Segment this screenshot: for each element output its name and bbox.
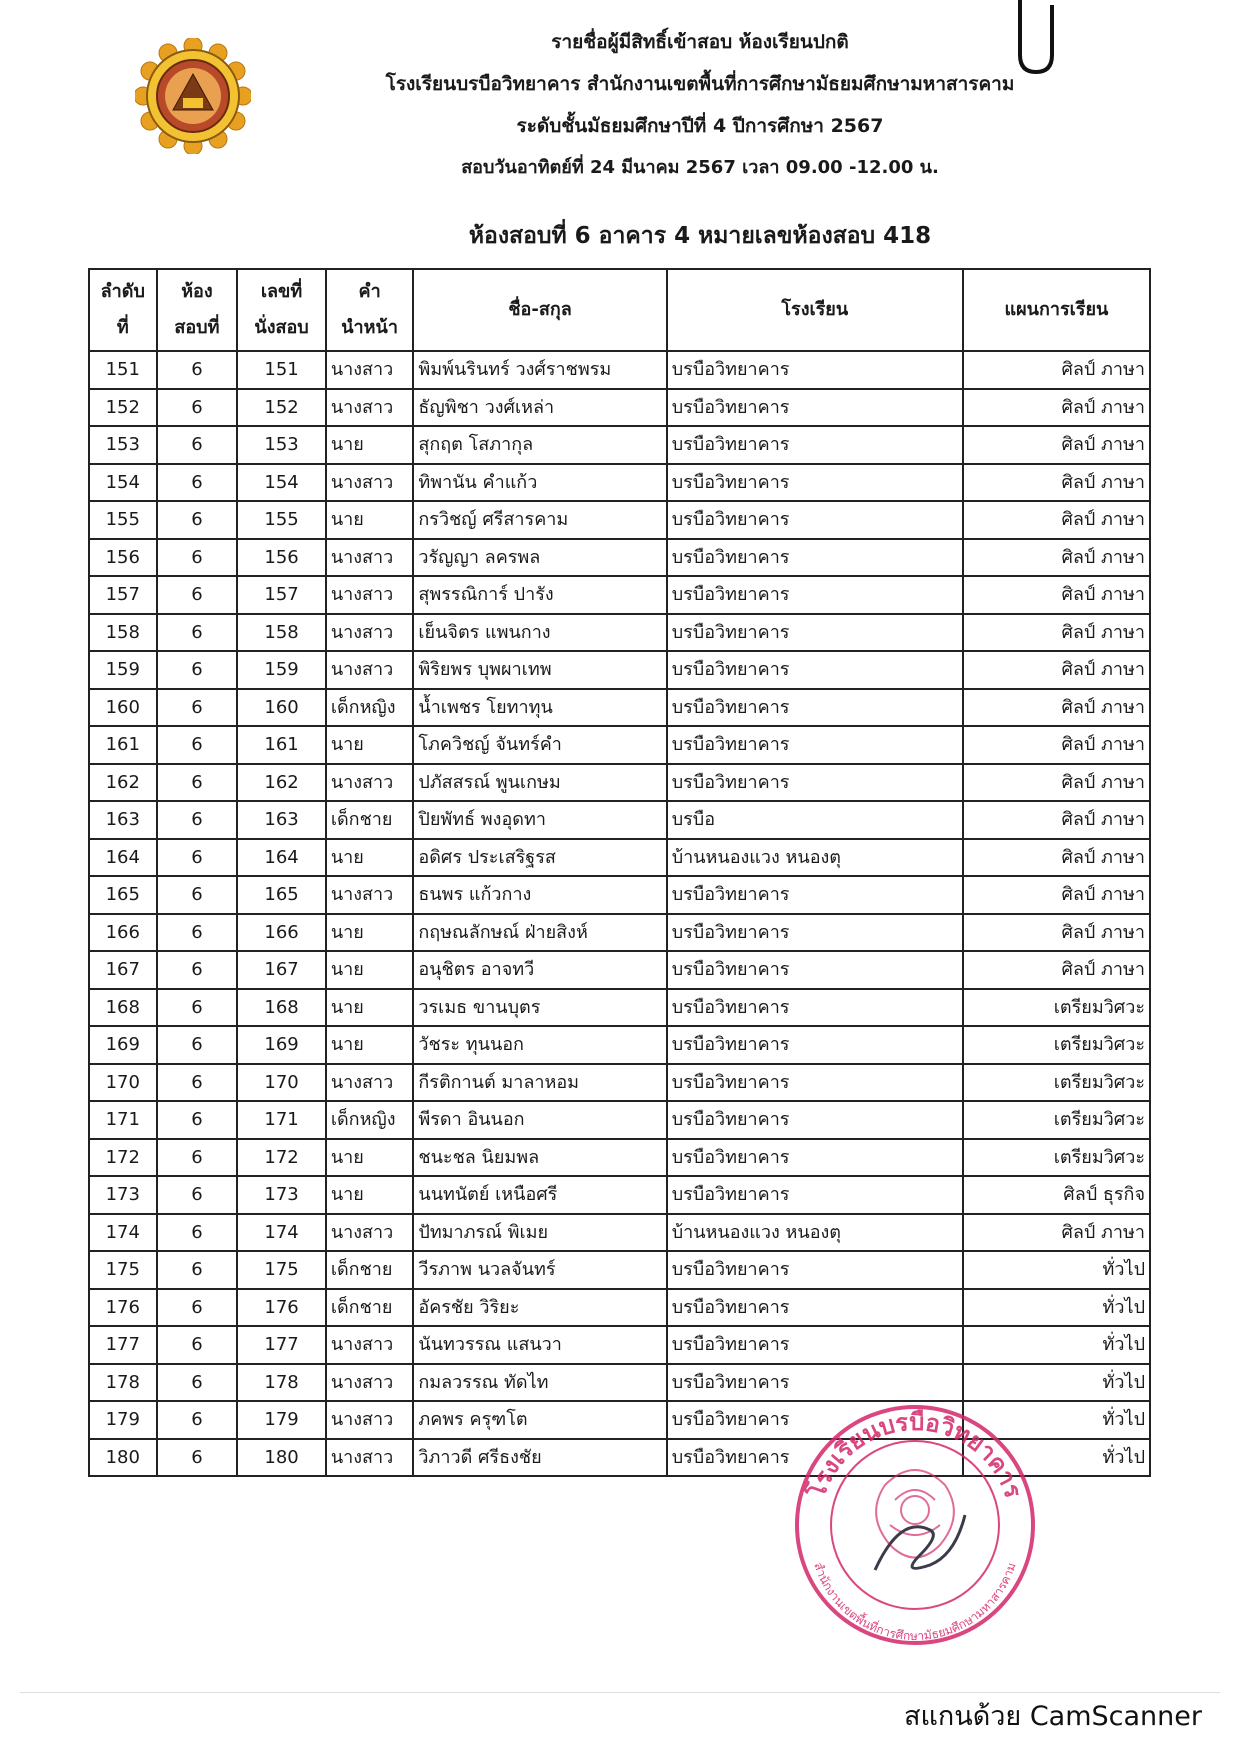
header-prefix-line2: นำหน้า bbox=[341, 317, 398, 338]
study-program-cell: ศิลป์ ภาษา bbox=[963, 801, 1150, 839]
name-prefix-cell: นางสาว bbox=[326, 351, 414, 389]
camscanner-watermark: สแกนด้วย CamScanner bbox=[904, 1701, 1202, 1732]
row-number-cell: 170 bbox=[89, 1064, 157, 1102]
room-number-cell: 6 bbox=[157, 876, 238, 914]
name-prefix-cell: นางสาว bbox=[326, 1364, 414, 1402]
header-no-line2: ที่ bbox=[116, 317, 129, 338]
row-number-cell: 157 bbox=[89, 576, 157, 614]
room-number-cell: 6 bbox=[157, 951, 238, 989]
table-row bbox=[89, 614, 1150, 652]
student-name-cell: วัชระ ทุนนอก bbox=[413, 1026, 666, 1064]
seat-number-cell: 172 bbox=[237, 1139, 326, 1177]
name-prefix-cell: นาย bbox=[326, 1139, 414, 1177]
name-prefix-cell: นาย bbox=[326, 726, 414, 764]
name-prefix-cell: นางสาว bbox=[326, 464, 414, 502]
student-name-cell: ภคพร ครุฑโต bbox=[413, 1401, 666, 1439]
name-prefix-cell: นางสาว bbox=[326, 876, 414, 914]
student-name-cell: วรเมธ ขานบุตร bbox=[413, 989, 666, 1027]
study-program-cell: ศิลป์ ภาษา bbox=[963, 426, 1150, 464]
school-name-cell: บ้านหนองแวง หนองตุ bbox=[667, 839, 963, 877]
name-prefix-cell: เด็กหญิง bbox=[326, 689, 414, 727]
table-row bbox=[89, 951, 1150, 989]
title-line-3: ระดับชั้นมัธยมศึกษาปีที่ 4 ปีการศึกษา 2567 bbox=[516, 115, 884, 137]
seat-number-cell: 164 bbox=[237, 839, 326, 877]
room-number-cell: 6 bbox=[157, 1251, 238, 1289]
student-name-cell: ปภัสสรณ์ พูนเกษม bbox=[413, 764, 666, 802]
document-header bbox=[300, 30, 1100, 198]
school-name-cell: บรบือวิทยาคาร bbox=[667, 1064, 963, 1102]
header-prefix bbox=[326, 269, 414, 351]
row-number-cell: 151 bbox=[89, 351, 157, 389]
school-name-cell: บรบือวิทยาคาร bbox=[667, 1101, 963, 1139]
footer-divider bbox=[20, 1692, 1220, 1693]
table-row bbox=[89, 351, 1150, 389]
seat-number-cell: 174 bbox=[237, 1214, 326, 1252]
student-name-cell: สุพรรณิการ์ ปารัง bbox=[413, 576, 666, 614]
student-name-cell: พิมพ์นรินทร์ วงศ์ราชพรม bbox=[413, 351, 666, 389]
study-program-cell: เตรียมวิศวะ bbox=[963, 1026, 1150, 1064]
student-name-cell: เย็นจิตร แพนกาง bbox=[413, 614, 666, 652]
svg-text:โรงเรียนบรบือวิทยาคาร bbox=[801, 1408, 1027, 1502]
room-number-cell: 6 bbox=[157, 1139, 238, 1177]
study-program-cell: ศิลป์ ภาษา bbox=[963, 726, 1150, 764]
official-stamp-icon bbox=[780, 1395, 1050, 1655]
study-program-cell: ทั่วไป bbox=[963, 1439, 1150, 1477]
table-row bbox=[89, 839, 1150, 877]
row-number-cell: 163 bbox=[89, 801, 157, 839]
name-prefix-cell: นางสาว bbox=[326, 1064, 414, 1102]
row-number-cell: 159 bbox=[89, 651, 157, 689]
header-room-line1: ห้อง bbox=[181, 281, 213, 302]
name-prefix-cell: นาย bbox=[326, 914, 414, 952]
room-number-cell: 6 bbox=[157, 426, 238, 464]
name-prefix-cell: เด็กชาย bbox=[326, 1251, 414, 1289]
row-number-cell: 178 bbox=[89, 1364, 157, 1402]
name-prefix-cell: นางสาว bbox=[326, 651, 414, 689]
school-name-cell: บรบือวิทยาคาร bbox=[667, 501, 963, 539]
seat-number-cell: 154 bbox=[237, 464, 326, 502]
table-row bbox=[89, 1026, 1150, 1064]
seat-number-cell: 151 bbox=[237, 351, 326, 389]
table-row bbox=[89, 989, 1150, 1027]
student-name-cell: อดิศร ประเสริฐรส bbox=[413, 839, 666, 877]
row-number-cell: 169 bbox=[89, 1026, 157, 1064]
study-program-cell: เตรียมวิศวะ bbox=[963, 1064, 1150, 1102]
school-name-cell: บรบือวิทยาคาร bbox=[667, 914, 963, 952]
room-number-cell: 6 bbox=[157, 576, 238, 614]
row-number-cell: 154 bbox=[89, 464, 157, 502]
name-prefix-cell: นาย bbox=[326, 839, 414, 877]
row-number-cell: 168 bbox=[89, 989, 157, 1027]
roster-table-body bbox=[89, 351, 1150, 1476]
row-number-cell: 164 bbox=[89, 839, 157, 877]
school-name-cell: บรบือวิทยาคาร bbox=[667, 726, 963, 764]
header-no-line1: ลำดับ bbox=[100, 281, 145, 302]
table-row bbox=[89, 801, 1150, 839]
room-number-cell: 6 bbox=[157, 1101, 238, 1139]
seat-number-cell: 160 bbox=[237, 689, 326, 727]
student-name-cell: ชนะชล นิยมพล bbox=[413, 1139, 666, 1177]
study-program-cell: เตรียมวิศวะ bbox=[963, 1139, 1150, 1177]
seat-number-cell: 176 bbox=[237, 1289, 326, 1327]
room-number-cell: 6 bbox=[157, 764, 238, 802]
name-prefix-cell: นางสาว bbox=[326, 389, 414, 427]
study-program-cell: ศิลป์ ภาษา bbox=[963, 539, 1150, 577]
study-program-cell: ทั่วไป bbox=[963, 1401, 1150, 1439]
room-number-cell: 6 bbox=[157, 726, 238, 764]
name-prefix-cell: เด็กหญิง bbox=[326, 1101, 414, 1139]
name-prefix-cell: นางสาว bbox=[326, 1326, 414, 1364]
table-row bbox=[89, 539, 1150, 577]
study-program-cell: ทั่วไป bbox=[963, 1326, 1150, 1364]
row-number-cell: 153 bbox=[89, 426, 157, 464]
study-program-cell: ศิลป์ ภาษา bbox=[963, 1214, 1150, 1252]
school-name-cell: บรบือวิทยาคาร bbox=[667, 1439, 963, 1477]
seat-number-cell: 178 bbox=[237, 1364, 326, 1402]
room-number-cell: 6 bbox=[157, 839, 238, 877]
student-name-cell: สุกฤต โสภากุล bbox=[413, 426, 666, 464]
seat-number-cell: 175 bbox=[237, 1251, 326, 1289]
stamp-text-top: โรงเรียนบรบือวิทยาคาร bbox=[802, 1407, 1028, 1502]
study-program-cell: ศิลป์ ภาษา bbox=[963, 951, 1150, 989]
student-name-cell: ธนพร แก้วกาง bbox=[413, 876, 666, 914]
name-prefix-cell: นางสาว bbox=[326, 764, 414, 802]
name-prefix-cell: นาย bbox=[326, 1176, 414, 1214]
student-name-cell: พีรดา อินนอก bbox=[413, 1101, 666, 1139]
study-program-cell: ทั่วไป bbox=[963, 1289, 1150, 1327]
row-number-cell: 173 bbox=[89, 1176, 157, 1214]
row-number-cell: 172 bbox=[89, 1139, 157, 1177]
roster-table-header bbox=[89, 269, 1150, 351]
name-prefix-cell: นางสาว bbox=[326, 614, 414, 652]
table-row bbox=[89, 426, 1150, 464]
table-row bbox=[89, 1326, 1150, 1364]
seat-number-cell: 156 bbox=[237, 539, 326, 577]
header-room bbox=[157, 269, 238, 351]
roster-table bbox=[88, 268, 1151, 1477]
header-no bbox=[89, 269, 157, 351]
header-prefix-line1: คำ bbox=[358, 281, 381, 302]
school-name-cell: บรบือวิทยาคาร bbox=[667, 426, 963, 464]
svg-text:สำนักงานเขตพื้นที่การศึกษามัธย bbox=[811, 1561, 1019, 1643]
row-number-cell: 161 bbox=[89, 726, 157, 764]
name-prefix-cell: เด็กชาย bbox=[326, 801, 414, 839]
student-name-cell: กฤษณลักษณ์ ฝ่ายสิงห์ bbox=[413, 914, 666, 952]
study-program-cell: เตรียมวิศวะ bbox=[963, 989, 1150, 1027]
student-name-cell: กีรติกานต์ มาลาหอม bbox=[413, 1064, 666, 1102]
row-number-cell: 165 bbox=[89, 876, 157, 914]
school-name-cell: บรบือวิทยาคาร bbox=[667, 1251, 963, 1289]
study-program-cell: ศิลป์ ภาษา bbox=[963, 464, 1150, 502]
name-prefix-cell: นางสาว bbox=[326, 539, 414, 577]
table-row bbox=[89, 1139, 1150, 1177]
student-name-cell: ธัญพิชา วงศ์เหล่า bbox=[413, 389, 666, 427]
room-number-cell: 6 bbox=[157, 989, 238, 1027]
room-number-cell: 6 bbox=[157, 1364, 238, 1402]
school-name-cell: บรบือวิทยาคาร bbox=[667, 1026, 963, 1064]
table-row bbox=[89, 726, 1150, 764]
table-row bbox=[89, 1214, 1150, 1252]
student-name-cell: ปิยพัทธ์ พงอุดทา bbox=[413, 801, 666, 839]
room-number-cell: 6 bbox=[157, 501, 238, 539]
student-name-cell: ทิพานัน คำแก้ว bbox=[413, 464, 666, 502]
row-number-cell: 158 bbox=[89, 614, 157, 652]
name-prefix-cell: นางสาว bbox=[326, 1439, 414, 1477]
student-name-cell: กมลวรรณ ทัดไท bbox=[413, 1364, 666, 1402]
seat-number-cell: 163 bbox=[237, 801, 326, 839]
school-name-cell: บรบือ bbox=[667, 801, 963, 839]
header-seat bbox=[237, 269, 326, 351]
title-line-4: สอบวันอาทิตย์ที่ 24 มีนาคม 2567 เวลา 09.00 -12.00 น. bbox=[461, 157, 939, 178]
row-number-cell: 171 bbox=[89, 1101, 157, 1139]
row-number-cell: 177 bbox=[89, 1326, 157, 1364]
table-row bbox=[89, 501, 1150, 539]
school-name-cell: บรบือวิทยาคาร bbox=[667, 464, 963, 502]
school-name-cell: บ้านหนองแวง หนองตุ bbox=[667, 1214, 963, 1252]
seat-number-cell: 165 bbox=[237, 876, 326, 914]
name-prefix-cell: นางสาว bbox=[326, 576, 414, 614]
table-row bbox=[89, 764, 1150, 802]
table-row bbox=[89, 1251, 1150, 1289]
student-name-cell: นนทนัตย์ เหนือศรี bbox=[413, 1176, 666, 1214]
school-name-cell: บรบือวิทยาคาร bbox=[667, 876, 963, 914]
room-number-cell: 6 bbox=[157, 1176, 238, 1214]
room-number-cell: 6 bbox=[157, 1026, 238, 1064]
study-program-cell: ศิลป์ ภาษา bbox=[963, 839, 1150, 877]
row-number-cell: 174 bbox=[89, 1214, 157, 1252]
seat-number-cell: 170 bbox=[237, 1064, 326, 1102]
seat-number-cell: 169 bbox=[237, 1026, 326, 1064]
study-program-cell: ศิลป์ ภาษา bbox=[963, 501, 1150, 539]
seat-number-cell: 157 bbox=[237, 576, 326, 614]
row-number-cell: 166 bbox=[89, 914, 157, 952]
seat-number-cell: 168 bbox=[237, 989, 326, 1027]
name-prefix-cell: นาย bbox=[326, 426, 414, 464]
school-name-cell: บรบือวิทยาคาร bbox=[667, 989, 963, 1027]
school-name-cell: บรบือวิทยาคาร bbox=[667, 1326, 963, 1364]
school-name-cell: บรบือวิทยาคาร bbox=[667, 1139, 963, 1177]
row-number-cell: 176 bbox=[89, 1289, 157, 1327]
name-prefix-cell: นาย bbox=[326, 951, 414, 989]
room-number-cell: 6 bbox=[157, 1064, 238, 1102]
table-row bbox=[89, 876, 1150, 914]
student-name-cell: อนุชิตร อาจทวี bbox=[413, 951, 666, 989]
header-program: แผนการเรียน bbox=[963, 269, 1150, 351]
seat-number-cell: 167 bbox=[237, 951, 326, 989]
row-number-cell: 180 bbox=[89, 1439, 157, 1477]
student-name-cell: อัครชัย วิริยะ bbox=[413, 1289, 666, 1327]
header-school: โรงเรียน bbox=[667, 269, 963, 351]
row-number-cell: 156 bbox=[89, 539, 157, 577]
seat-number-cell: 162 bbox=[237, 764, 326, 802]
school-name-cell: บรบือวิทยาคาร bbox=[667, 764, 963, 802]
title-line-1: รายชื่อผู้มีสิทธิ์เข้าสอบ ห้องเรียนปกติ bbox=[551, 31, 849, 53]
school-name-cell: บรบือวิทยาคาร bbox=[667, 689, 963, 727]
student-name-cell: โภควิชญ์ จันทร์คำ bbox=[413, 726, 666, 764]
room-number-cell: 6 bbox=[157, 351, 238, 389]
student-name-cell: กรวิชญ์ ศรีสารคาม bbox=[413, 501, 666, 539]
row-number-cell: 160 bbox=[89, 689, 157, 727]
school-name-cell: บรบือวิทยาคาร bbox=[667, 651, 963, 689]
school-name-cell: บรบือวิทยาคาร bbox=[667, 539, 963, 577]
room-number-cell: 6 bbox=[157, 1289, 238, 1327]
student-name-cell: วรัญญา ลครพล bbox=[413, 539, 666, 577]
study-program-cell: ทั่วไป bbox=[963, 1364, 1150, 1402]
stamp-text-bottom: สำนักงานเขตพื้นที่การศึกษามัธยมศึกษามหาสารคาม bbox=[811, 1560, 1019, 1644]
room-number-cell: 6 bbox=[157, 801, 238, 839]
table-row bbox=[89, 689, 1150, 727]
school-name-cell: บรบือวิทยาคาร bbox=[667, 1176, 963, 1214]
room-number-cell: 6 bbox=[157, 1214, 238, 1252]
header-name: ชื่อ-สกุล bbox=[413, 269, 666, 351]
name-prefix-cell: นาย bbox=[326, 1026, 414, 1064]
table-row bbox=[89, 1064, 1150, 1102]
student-name-cell: ปัทมาภรณ์ พิเมย bbox=[413, 1214, 666, 1252]
seat-number-cell: 179 bbox=[237, 1401, 326, 1439]
study-program-cell: ทั่วไป bbox=[963, 1251, 1150, 1289]
study-program-cell: ศิลป์ ภาษา bbox=[963, 914, 1150, 952]
header-row bbox=[89, 269, 1150, 351]
exam-room-title: ห้องสอบที่ 6 อาคาร 4 หมายเลขห้องสอบ 418 bbox=[468, 223, 932, 249]
room-number-cell: 6 bbox=[157, 614, 238, 652]
row-number-cell: 167 bbox=[89, 951, 157, 989]
name-prefix-cell: นางสาว bbox=[326, 1401, 414, 1439]
study-program-cell: ศิลป์ ภาษา bbox=[963, 876, 1150, 914]
school-name-cell: บรบือวิทยาคาร bbox=[667, 389, 963, 427]
seat-number-cell: 166 bbox=[237, 914, 326, 952]
table-row bbox=[89, 576, 1150, 614]
name-prefix-cell: เด็กชาย bbox=[326, 1289, 414, 1327]
seat-number-cell: 171 bbox=[237, 1101, 326, 1139]
school-name-cell: บรบือวิทยาคาร bbox=[667, 1289, 963, 1327]
seat-number-cell: 180 bbox=[237, 1439, 326, 1477]
school-name-cell: บรบือวิทยาคาร bbox=[667, 351, 963, 389]
school-name-cell: บรบือวิทยาคาร bbox=[667, 614, 963, 652]
table-row bbox=[89, 1289, 1150, 1327]
school-logo-icon bbox=[135, 38, 251, 154]
student-name-cell: พิริยพร บุพผาเทพ bbox=[413, 651, 666, 689]
table-row bbox=[89, 1101, 1150, 1139]
row-number-cell: 179 bbox=[89, 1401, 157, 1439]
student-name-cell: วีรภาพ นวลจันทร์ bbox=[413, 1251, 666, 1289]
seat-number-cell: 177 bbox=[237, 1326, 326, 1364]
table-row bbox=[89, 464, 1150, 502]
school-name-cell: บรบือวิทยาคาร bbox=[667, 1364, 963, 1402]
name-prefix-cell: นางสาว bbox=[326, 1214, 414, 1252]
study-program-cell: ศิลป์ ธุรกิจ bbox=[963, 1176, 1150, 1214]
row-number-cell: 155 bbox=[89, 501, 157, 539]
room-number-cell: 6 bbox=[157, 651, 238, 689]
study-program-cell: เตรียมวิศวะ bbox=[963, 1101, 1150, 1139]
table-row bbox=[89, 914, 1150, 952]
seat-number-cell: 153 bbox=[237, 426, 326, 464]
school-name-cell: บรบือวิทยาคาร bbox=[667, 951, 963, 989]
header-room-line2: สอบที่ bbox=[174, 317, 220, 338]
study-program-cell: ศิลป์ ภาษา bbox=[963, 351, 1150, 389]
seat-number-cell: 158 bbox=[237, 614, 326, 652]
name-prefix-cell: นาย bbox=[326, 989, 414, 1027]
table-row bbox=[89, 389, 1150, 427]
room-number-cell: 6 bbox=[157, 1401, 238, 1439]
study-program-cell: ศิลป์ ภาษา bbox=[963, 614, 1150, 652]
table-row bbox=[89, 651, 1150, 689]
room-number-cell: 6 bbox=[157, 1439, 238, 1477]
header-seat-line2: นั่งสอบ bbox=[254, 317, 309, 338]
student-name-cell: วิภาวดี ศรีธงชัย bbox=[413, 1439, 666, 1477]
row-number-cell: 175 bbox=[89, 1251, 157, 1289]
student-name-cell: นันทวรรณ แสนวา bbox=[413, 1326, 666, 1364]
study-program-cell: ศิลป์ ภาษา bbox=[963, 689, 1150, 727]
seat-number-cell: 155 bbox=[237, 501, 326, 539]
school-name-cell: บรบือวิทยาคาร bbox=[667, 1401, 963, 1439]
name-prefix-cell: นาย bbox=[326, 501, 414, 539]
study-program-cell: ศิลป์ ภาษา bbox=[963, 764, 1150, 802]
header-seat-line1: เลขที่ bbox=[260, 281, 303, 302]
study-program-cell: ศิลป์ ภาษา bbox=[963, 651, 1150, 689]
row-number-cell: 152 bbox=[89, 389, 157, 427]
study-program-cell: ศิลป์ ภาษา bbox=[963, 389, 1150, 427]
school-name-cell: บรบือวิทยาคาร bbox=[667, 576, 963, 614]
room-number-cell: 6 bbox=[157, 914, 238, 952]
student-name-cell: น้ำเพชร โยทาทุน bbox=[413, 689, 666, 727]
room-number-cell: 6 bbox=[157, 539, 238, 577]
title-line-2: โรงเรียนบรบือวิทยาคาร สำนักงานเขตพื้นที่การศึกษามัธยมศึกษามหาสารคาม bbox=[385, 73, 1015, 95]
table-row bbox=[89, 1176, 1150, 1214]
seat-number-cell: 173 bbox=[237, 1176, 326, 1214]
seat-number-cell: 159 bbox=[237, 651, 326, 689]
room-number-cell: 6 bbox=[157, 389, 238, 427]
study-program-cell: ศิลป์ ภาษา bbox=[963, 576, 1150, 614]
seat-number-cell: 161 bbox=[237, 726, 326, 764]
room-number-cell: 6 bbox=[157, 464, 238, 502]
room-number-cell: 6 bbox=[157, 689, 238, 727]
row-number-cell: 162 bbox=[89, 764, 157, 802]
seat-number-cell: 152 bbox=[237, 389, 326, 427]
room-number-cell: 6 bbox=[157, 1326, 238, 1364]
